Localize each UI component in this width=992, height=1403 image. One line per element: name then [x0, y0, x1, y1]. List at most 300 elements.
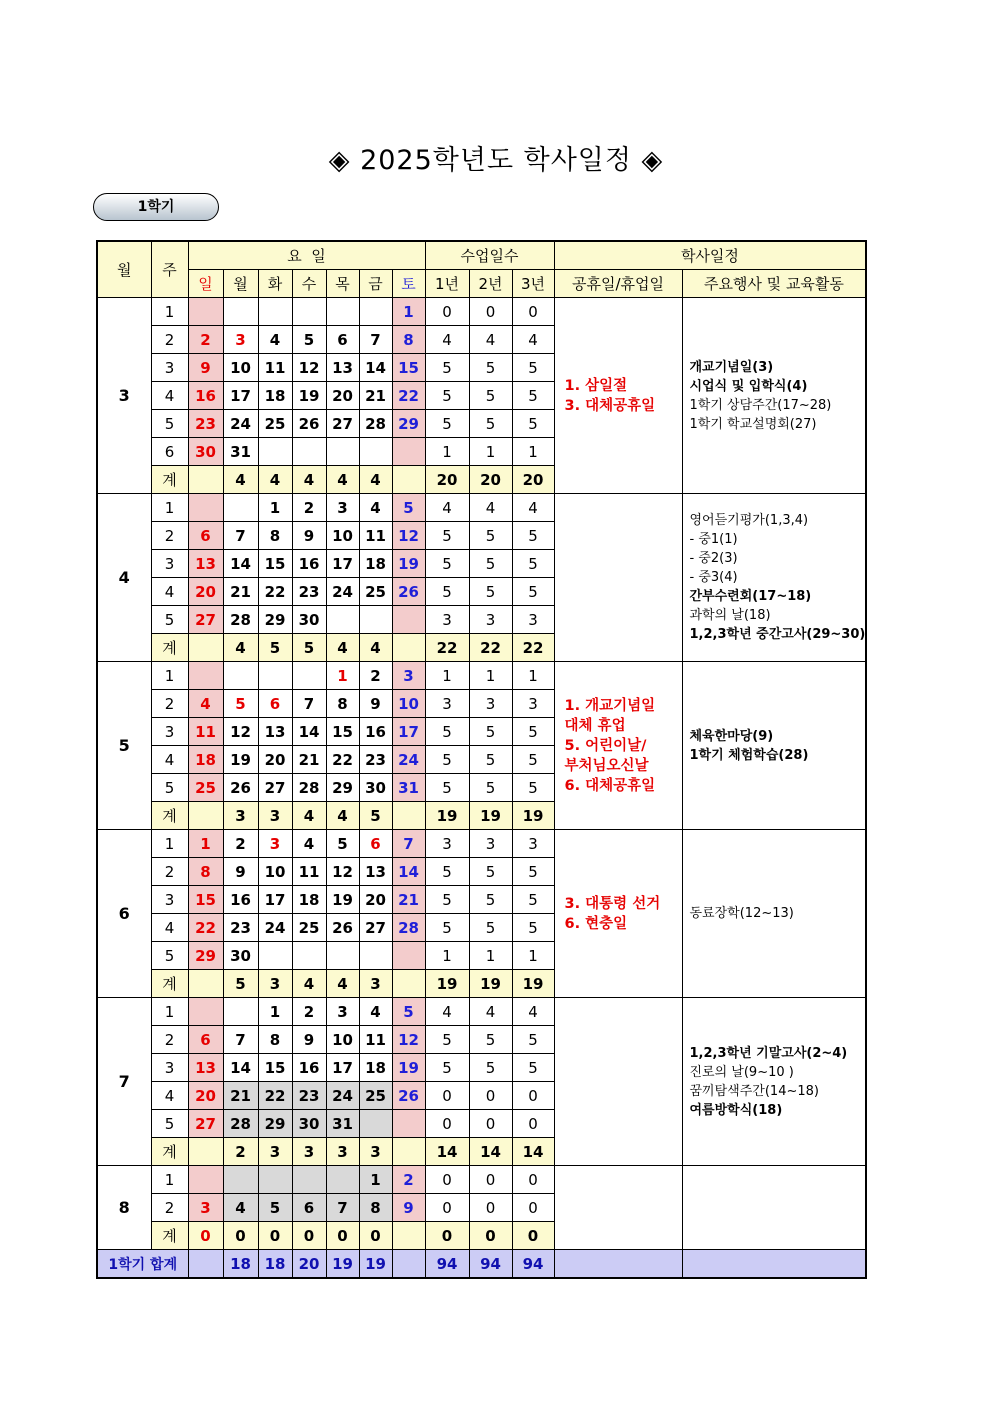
class-days-cell: 1: [469, 942, 512, 970]
day-cell: 16: [223, 886, 258, 914]
day-cell: [326, 942, 359, 970]
month-cell: 8: [97, 1166, 151, 1250]
day-cell: 3: [188, 1194, 223, 1222]
day-cell: 26: [326, 914, 359, 942]
event-item: 간부수련회(17~18): [689, 589, 812, 604]
day-cell: 13: [326, 354, 359, 382]
day-cell: 4: [359, 998, 392, 1026]
week-cell: 6: [151, 438, 188, 466]
day-cell: 21: [392, 886, 425, 914]
class-days-cell: 5: [425, 746, 469, 774]
class-days-cell: 4: [512, 998, 554, 1026]
day-cell: 5: [392, 998, 425, 1026]
class-days-cell: 0: [469, 298, 512, 326]
day-cell: 25: [359, 578, 392, 606]
day-cell: 24: [258, 914, 292, 942]
week-cell: 4: [151, 578, 188, 606]
day-cell: 26: [292, 410, 326, 438]
week-cell: 2: [151, 690, 188, 718]
total-class-days-cell: 0: [469, 1222, 512, 1250]
class-days-cell: 4: [425, 494, 469, 522]
month-cell: 5: [97, 662, 151, 830]
day-cell: 12: [223, 718, 258, 746]
week-cell: 4: [151, 1082, 188, 1110]
day-cell: [258, 438, 292, 466]
total-class-days-cell: 20: [469, 466, 512, 494]
day-cell: 25: [258, 410, 292, 438]
class-days-cell: 0: [425, 1166, 469, 1194]
day-cell: 14: [223, 550, 258, 578]
class-days-cell: 5: [512, 410, 554, 438]
day-cell: 2: [223, 830, 258, 858]
day-cell: 25: [359, 1082, 392, 1110]
week-cell: 2: [151, 522, 188, 550]
day-cell: 27: [258, 774, 292, 802]
total-day-cell: 0: [359, 1222, 392, 1250]
day-cell: 29: [326, 774, 359, 802]
day-cell: 29: [258, 606, 292, 634]
total-day-cell: [188, 634, 223, 662]
day-cell: 4: [223, 1194, 258, 1222]
day-cell: 15: [258, 1054, 292, 1082]
day-cell: 28: [223, 606, 258, 634]
day-cell: 19: [292, 382, 326, 410]
header-month: 월: [97, 241, 151, 298]
total-day-cell: 3: [258, 970, 292, 998]
day-cell: 4: [258, 326, 292, 354]
day-cell: [188, 298, 223, 326]
month-cell: 7: [97, 998, 151, 1166]
day-cell: 25: [188, 774, 223, 802]
day-cell: [292, 438, 326, 466]
day-cell: [223, 1166, 258, 1194]
class-days-cell: 1: [469, 662, 512, 690]
event-item: 체육한마당(9): [689, 728, 774, 744]
day-cell: [223, 298, 258, 326]
day-cell: 11: [359, 1026, 392, 1054]
total-class-days-cell: 22: [425, 634, 469, 662]
day-cell: [359, 942, 392, 970]
total-class-days-cell: 0: [425, 1222, 469, 1250]
day-cell: [359, 606, 392, 634]
day-cell: 2: [188, 326, 223, 354]
week-cell: 1: [151, 998, 188, 1026]
semester-total-day-cell: [392, 1250, 425, 1279]
table-row: [97, 830, 866, 858]
total-day-cell: 3: [359, 970, 392, 998]
day-cell: 5: [292, 326, 326, 354]
total-day-cell: 3: [258, 1138, 292, 1166]
day-cell: 9: [292, 1026, 326, 1054]
day-cell: 21: [292, 746, 326, 774]
events-cell: [682, 1166, 866, 1250]
day-cell: 9: [188, 354, 223, 382]
total-day-cell: 3: [326, 1138, 359, 1166]
class-days-cell: 5: [469, 886, 512, 914]
class-days-cell: 0: [425, 1110, 469, 1138]
day-cell: 4: [359, 494, 392, 522]
total-day-cell: 4: [223, 634, 258, 662]
day-cell: 13: [188, 550, 223, 578]
total-day-cell: 4: [223, 466, 258, 494]
header-weekday-fri: 금: [359, 270, 392, 298]
day-cell: 12: [292, 354, 326, 382]
class-days-cell: 5: [425, 382, 469, 410]
day-cell: 14: [392, 858, 425, 886]
day-cell: 17: [326, 550, 359, 578]
day-cell: [188, 662, 223, 690]
week-cell: 2: [151, 326, 188, 354]
class-days-cell: 5: [512, 746, 554, 774]
day-cell: [359, 1110, 392, 1138]
week-cell: 3: [151, 354, 188, 382]
header-weekday-sat: 토: [392, 270, 425, 298]
day-cell: 29: [188, 942, 223, 970]
total-day-cell: 4: [326, 970, 359, 998]
day-cell: 23: [359, 746, 392, 774]
day-cell: 24: [223, 410, 258, 438]
table-row: [97, 494, 866, 522]
event-item: 개교기념일(3): [689, 359, 774, 375]
day-cell: [292, 942, 326, 970]
class-days-cell: 5: [469, 858, 512, 886]
total-label: 계: [151, 466, 188, 494]
events-cell: [682, 662, 866, 830]
day-cell: 19: [392, 1054, 425, 1082]
semester-badge: 1학기: [93, 193, 219, 221]
total-class-days-cell: 19: [425, 802, 469, 830]
total-day-cell: 4: [292, 802, 326, 830]
day-cell: 1: [326, 662, 359, 690]
day-cell: 29: [258, 1110, 292, 1138]
class-days-cell: 1: [425, 942, 469, 970]
holidays-cell: 3. 대통령 선거 6. 현충일: [554, 830, 682, 998]
total-class-days-cell: 19: [425, 970, 469, 998]
day-cell: 21: [223, 1082, 258, 1110]
event-item: - 중2(3): [689, 551, 738, 566]
header-grade-2: 2년: [469, 270, 512, 298]
week-cell: 2: [151, 858, 188, 886]
day-cell: [258, 942, 292, 970]
total-class-days-cell: 14: [469, 1138, 512, 1166]
class-days-cell: 5: [425, 718, 469, 746]
event-item: 1학기 체험학습(28): [689, 747, 809, 763]
week-cell: 5: [151, 774, 188, 802]
day-cell: 13: [359, 858, 392, 886]
semester-total-day-cell: 18: [258, 1250, 292, 1279]
event-item: 진로의 날(9~10 ): [689, 1064, 794, 1080]
day-cell: 9: [359, 690, 392, 718]
total-day-cell: 0: [223, 1222, 258, 1250]
class-days-cell: 1: [512, 942, 554, 970]
table-row: [97, 298, 866, 326]
total-day-cell: 4: [359, 466, 392, 494]
total-class-days-cell: 22: [512, 634, 554, 662]
day-cell: 6: [359, 830, 392, 858]
day-cell: 8: [359, 1194, 392, 1222]
day-cell: 31: [326, 1110, 359, 1138]
day-cell: 28: [292, 774, 326, 802]
class-days-cell: 0: [469, 1110, 512, 1138]
class-days-cell: 5: [469, 718, 512, 746]
day-cell: 10: [223, 354, 258, 382]
day-cell: 16: [188, 382, 223, 410]
day-cell: 25: [292, 914, 326, 942]
header-class-days: 수업일수: [425, 241, 554, 270]
class-days-cell: 3: [512, 830, 554, 858]
header-weekday-tue: 화: [258, 270, 292, 298]
day-cell: 21: [223, 578, 258, 606]
semester-total-class-days-cell: 94: [425, 1250, 469, 1279]
class-days-cell: 5: [425, 410, 469, 438]
class-days-cell: 0: [512, 1166, 554, 1194]
day-cell: 20: [326, 382, 359, 410]
day-cell: 10: [326, 1026, 359, 1054]
event-item: 여름방학식(18): [689, 1102, 783, 1118]
class-days-cell: 0: [512, 298, 554, 326]
event-item: 1,2,3학년 중간고사(29~30): [689, 627, 866, 642]
class-days-cell: 0: [425, 1194, 469, 1222]
class-days-cell: 1: [425, 662, 469, 690]
class-days-cell: 1: [425, 438, 469, 466]
week-cell: 3: [151, 718, 188, 746]
day-cell: 2: [359, 662, 392, 690]
week-cell: 3: [151, 1054, 188, 1082]
total-day-cell: [188, 1138, 223, 1166]
class-days-cell: 5: [425, 522, 469, 550]
event-item: 1학기 상담주간(17~28): [689, 397, 832, 413]
total-day-cell: 3: [258, 802, 292, 830]
class-days-cell: 3: [469, 830, 512, 858]
week-cell: 5: [151, 942, 188, 970]
total-day-cell: 0: [292, 1222, 326, 1250]
total-day-cell: 0: [326, 1222, 359, 1250]
day-cell: 19: [326, 886, 359, 914]
total-label: 계: [151, 1138, 188, 1166]
day-cell: 26: [392, 578, 425, 606]
class-days-cell: 3: [425, 690, 469, 718]
class-days-cell: 5: [469, 354, 512, 382]
day-cell: 15: [258, 550, 292, 578]
day-cell: 27: [359, 914, 392, 942]
class-days-cell: 0: [512, 1194, 554, 1222]
day-cell: 23: [292, 578, 326, 606]
day-cell: 28: [392, 914, 425, 942]
class-days-cell: 5: [512, 1054, 554, 1082]
events-cell: [682, 998, 866, 1166]
class-days-cell: 5: [469, 746, 512, 774]
week-cell: 2: [151, 1194, 188, 1222]
class-days-cell: 3: [425, 606, 469, 634]
class-days-cell: 4: [512, 494, 554, 522]
week-cell: 3: [151, 550, 188, 578]
class-days-cell: 0: [425, 1082, 469, 1110]
day-cell: 1: [359, 1166, 392, 1194]
class-days-cell: 5: [425, 354, 469, 382]
day-cell: [188, 494, 223, 522]
day-cell: [326, 1166, 359, 1194]
class-days-cell: 3: [469, 690, 512, 718]
day-cell: 31: [223, 438, 258, 466]
total-day-cell: 4: [359, 634, 392, 662]
class-days-cell: 5: [469, 914, 512, 942]
semester-total-class-days-cell: 94: [469, 1250, 512, 1279]
day-cell: 22: [258, 578, 292, 606]
day-cell: [258, 298, 292, 326]
total-class-days-cell: 20: [512, 466, 554, 494]
events-cell: [682, 298, 866, 494]
header-schedule: 학사일정: [554, 241, 866, 270]
day-cell: 21: [359, 382, 392, 410]
total-class-days-cell: 19: [469, 802, 512, 830]
day-cell: 10: [258, 858, 292, 886]
day-cell: [188, 998, 223, 1026]
week-cell: 2: [151, 1026, 188, 1054]
day-cell: 24: [326, 578, 359, 606]
day-cell: 6: [188, 522, 223, 550]
day-cell: [223, 998, 258, 1026]
total-day-cell: 4: [258, 466, 292, 494]
day-cell: [392, 942, 425, 970]
day-cell: 9: [223, 858, 258, 886]
total-day-cell: 3: [223, 802, 258, 830]
day-cell: [392, 438, 425, 466]
day-cell: 5: [223, 690, 258, 718]
event-item: - 중1(1): [689, 532, 738, 547]
total-class-days-cell: 22: [469, 634, 512, 662]
day-cell: 8: [258, 522, 292, 550]
day-cell: 24: [392, 746, 425, 774]
day-cell: [326, 606, 359, 634]
day-cell: 24: [326, 1082, 359, 1110]
day-cell: 9: [392, 1194, 425, 1222]
day-cell: [292, 298, 326, 326]
day-cell: 7: [223, 1026, 258, 1054]
day-cell: [326, 298, 359, 326]
day-cell: 2: [292, 998, 326, 1026]
class-days-cell: 4: [469, 494, 512, 522]
header-weekday-wed: 수: [292, 270, 326, 298]
total-day-cell: [188, 466, 223, 494]
day-cell: [392, 606, 425, 634]
day-cell: 15: [326, 718, 359, 746]
day-cell: 30: [188, 438, 223, 466]
event-item: 시업식 및 입학식(4): [689, 378, 808, 394]
day-cell: 5: [326, 830, 359, 858]
day-cell: 10: [392, 690, 425, 718]
class-days-cell: 3: [512, 606, 554, 634]
total-day-cell: 3: [292, 1138, 326, 1166]
day-cell: [223, 662, 258, 690]
class-days-cell: 5: [512, 1026, 554, 1054]
day-cell: 20: [359, 886, 392, 914]
day-cell: 6: [188, 1026, 223, 1054]
holidays-cell: 1. 개교기념일 대체 휴업 5. 어린이날/ 부처님오신날 6. 대체공휴일: [554, 662, 682, 830]
day-cell: 10: [326, 522, 359, 550]
class-days-cell: 0: [512, 1110, 554, 1138]
holidays-cell: [554, 1166, 682, 1250]
class-days-cell: 4: [425, 326, 469, 354]
day-cell: 13: [188, 1054, 223, 1082]
day-cell: 28: [359, 410, 392, 438]
class-days-cell: 5: [469, 382, 512, 410]
day-cell: 19: [392, 550, 425, 578]
class-days-cell: 3: [425, 830, 469, 858]
day-cell: 6: [292, 1194, 326, 1222]
day-cell: [359, 438, 392, 466]
total-day-cell: 2: [223, 1138, 258, 1166]
total-day-cell: 5: [292, 634, 326, 662]
day-cell: 29: [392, 410, 425, 438]
day-cell: [292, 1166, 326, 1194]
total-day-cell: [392, 970, 425, 998]
day-cell: 23: [292, 1082, 326, 1110]
class-days-cell: 5: [512, 914, 554, 942]
class-days-cell: 1: [512, 662, 554, 690]
total-day-cell: [188, 970, 223, 998]
day-cell: [258, 1166, 292, 1194]
day-cell: [258, 662, 292, 690]
month-cell: 4: [97, 494, 151, 662]
total-label: 계: [151, 802, 188, 830]
day-cell: 23: [188, 410, 223, 438]
total-day-cell: 5: [223, 970, 258, 998]
total-day-cell: [392, 1138, 425, 1166]
day-cell: 3: [326, 494, 359, 522]
day-cell: 17: [326, 1054, 359, 1082]
day-cell: [292, 662, 326, 690]
class-days-cell: 5: [512, 774, 554, 802]
day-cell: 15: [392, 354, 425, 382]
day-cell: 22: [392, 382, 425, 410]
class-days-cell: 5: [512, 382, 554, 410]
class-days-cell: 4: [425, 998, 469, 1026]
week-cell: 1: [151, 494, 188, 522]
class-days-cell: 1: [512, 438, 554, 466]
class-days-cell: 0: [425, 298, 469, 326]
day-cell: 7: [326, 1194, 359, 1222]
day-cell: [188, 1166, 223, 1194]
day-cell: 22: [188, 914, 223, 942]
day-cell: [392, 1110, 425, 1138]
day-cell: 31: [392, 774, 425, 802]
total-day-cell: [392, 466, 425, 494]
header-holidays: 공휴일/휴업일: [554, 270, 682, 298]
class-days-cell: 4: [469, 998, 512, 1026]
table-row: [97, 662, 866, 690]
day-cell: 4: [188, 690, 223, 718]
table-row: [97, 998, 866, 1026]
semester-total-day-cell: 19: [326, 1250, 359, 1279]
day-cell: 23: [223, 914, 258, 942]
class-days-cell: 0: [512, 1082, 554, 1110]
day-cell: 5: [258, 1194, 292, 1222]
day-cell: 17: [392, 718, 425, 746]
semester-total-day-cell: 20: [292, 1250, 326, 1279]
class-days-cell: 5: [512, 886, 554, 914]
class-days-cell: 5: [425, 858, 469, 886]
total-day-cell: [392, 634, 425, 662]
day-cell: 3: [258, 830, 292, 858]
total-label: 계: [151, 634, 188, 662]
day-cell: 22: [258, 1082, 292, 1110]
class-days-cell: 5: [469, 522, 512, 550]
class-days-cell: 5: [425, 550, 469, 578]
total-day-cell: 0: [258, 1222, 292, 1250]
class-days-cell: 5: [425, 914, 469, 942]
day-cell: 14: [223, 1054, 258, 1082]
day-cell: 19: [223, 746, 258, 774]
